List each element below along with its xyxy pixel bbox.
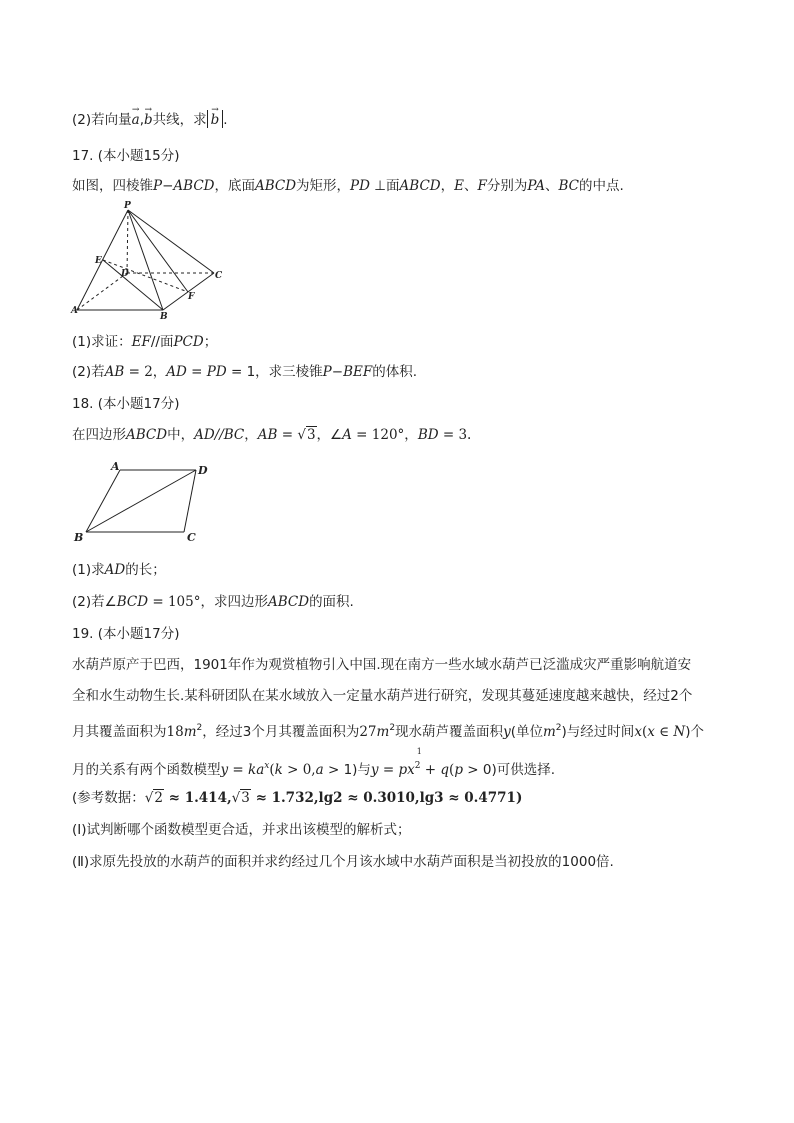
exponent: 2 [389,723,396,733]
math: q [440,762,450,778]
math: E [454,178,464,194]
label-C: C [187,531,196,544]
exponent: x [264,761,270,771]
text: (2)若 [72,364,105,380]
vector-a: → a [132,108,140,130]
edge-EF-hidden [103,260,188,292]
math: k [274,762,283,778]
radicand: 3 [306,427,316,443]
radicand: 2 [154,790,163,806]
text: . [223,112,228,128]
text: 、 [544,178,559,194]
text: ， [440,178,455,194]
label-C: C [215,271,223,281]
text: = [277,427,298,443]
label-F: F [188,292,195,302]
edge-CD [184,470,196,532]
label-B: B [74,531,84,544]
text: 月其覆盖面积为 [72,724,167,740]
math: px [398,762,415,778]
label-D: D [121,269,129,279]
math: AD//BC [194,427,245,443]
math: a [315,762,324,778]
sqrt-2: √2 [144,790,163,806]
label-A: A [71,306,78,316]
edge-PA [77,210,128,310]
text: 现水葫芦覆盖面积 [395,724,504,740]
text: (参考数据： [72,790,145,806]
q18-part1 [72,560,166,580]
numerator: 1 [416,747,422,756]
text: > 0, [282,762,316,778]
edge-PF [128,210,188,292]
text: (Ⅰ)试判断哪个函数模型更合适，并求出该模型的解析式； [72,822,411,838]
denominator: 2 [414,761,421,771]
text: = 105°，求四边形 [148,594,268,610]
math: BC [558,178,579,194]
math: ABCD [399,178,441,194]
math: PA [527,178,545,194]
text: 分别为 [486,178,528,194]
edge-BC [163,273,214,310]
text: + [420,762,441,778]
text: = 2， [124,364,167,380]
edge-AD-hidden [77,273,127,310]
math: y [220,762,229,778]
math: ABCD [126,427,168,443]
math: p [454,762,463,778]
label-B: B [160,312,168,322]
text: = 3. [438,427,472,443]
math: AB [104,364,125,380]
text: 的体积. [372,364,418,380]
text: 全和水生动物生长.某科研团队在某水域放入一定量水葫芦进行研究，发现其蔓延速度越来越快，经过2个 [72,688,693,704]
q17-intro [72,176,624,196]
text: 的长； [125,562,166,578]
text: //面 [150,334,174,350]
text: = [228,762,249,778]
sqrt-3: √3 [297,427,316,443]
math: PD [206,364,227,380]
text: ， [244,427,258,443]
text: ( [449,762,455,778]
text: 如图，四棱锥 [72,178,153,194]
q19-line3 [72,718,704,742]
text: ； [203,334,218,350]
q18-header [72,394,179,414]
math: N [673,724,686,740]
math: EF [131,334,151,350]
math: P−BEF [322,364,373,380]
text: = 120°， [351,427,418,443]
text: = [186,364,207,380]
text: ⊥面 [369,178,400,194]
text: 月的关系有两个函数模型 [72,762,221,778]
math: P−ABCD [153,178,215,194]
text: 的面积. [309,594,354,610]
text: 在四边形 [72,427,126,443]
text: (1)求 [72,562,105,578]
number: 18 [166,724,184,740]
math: BCD [116,594,149,610]
q19-line1 [72,655,691,675]
label-P: P [124,201,131,211]
text: ≈ 1.732,lg2 ≈ 0.3010,lg3 ≈ 0.4771) [250,790,523,806]
vector-b: → b [144,108,153,130]
edge-AB [86,470,120,532]
edge-PB [128,210,163,310]
label-E: E [95,256,102,266]
math: ABCD [254,178,297,194]
q19-header [72,624,179,644]
text: 为矩形， [296,178,351,194]
q17-header [72,146,179,166]
question-header: 17. (本小题15分) [72,148,180,164]
question-header: 18. (本小题17分) [72,396,180,412]
math: y [503,724,511,740]
radicand: 3 [241,790,250,806]
text: (单位 [510,724,543,740]
text: (1)求证： [72,334,132,350]
edge-PD-hidden [127,210,128,273]
math: AB [257,427,278,443]
q19-line5 [72,788,522,808]
text: ( [269,762,275,778]
edge-EB [103,260,163,310]
edge-PC [128,210,214,273]
text: 中， [167,427,195,443]
unit: m [183,724,197,740]
q19-line4 [72,747,556,780]
text: 水葫芦原产于巴西，1901年作为观赏植物引入中国.现在南方一些水域水葫芦已泛滥成灾严重影响航道安 [72,657,692,673]
text: ，∠ [316,427,343,443]
math: PCD [173,334,204,350]
text: (2)若向量 [72,112,132,128]
math: y [370,762,379,778]
number: 27 [359,724,377,740]
text: 的中点. [578,178,624,194]
text: ∈ [654,724,674,740]
q18-part2 [72,592,354,612]
text: > 0)可供选择. [462,762,556,778]
exponent-fraction [414,747,422,780]
sqrt-3: √3 [231,790,250,806]
q17-part1 [72,332,217,352]
math: F [477,178,487,194]
math: PD [350,178,370,194]
math: x [647,724,655,740]
text: (Ⅱ)求原先投放的水葫芦的面积并求约经过几个月该水域中水葫芦面积是当初投放的1000倍. [72,854,614,870]
diagonal-BD [86,470,196,532]
q19-line2 [72,686,692,706]
text: ≈ 1.414, [163,790,232,806]
unit: m [376,724,390,740]
math: x [634,724,642,740]
text: ，经过3个月其覆盖面积为 [202,724,360,740]
q17-part2 [72,362,417,382]
exponent: 2 [555,723,562,733]
text: = 1，求三棱锥 [226,364,323,380]
math: ka [248,762,265,778]
text: (2)若∠ [72,594,117,610]
math: AD [166,364,187,380]
math: BD [417,427,439,443]
label-A: A [111,460,120,473]
text: )个 [685,724,705,740]
text: 共线，求 [152,112,207,128]
exponent: 2 [196,723,203,733]
text: > 1)与 [323,762,371,778]
text: , [139,112,144,128]
text: = [378,762,399,778]
q19-part2 [72,852,614,872]
math: AD [104,562,126,578]
label-D: D [198,464,208,477]
q19-part1 [72,820,411,840]
math: ABCD [267,594,310,610]
text: ( [641,724,648,740]
abs-vector-b: → b [211,110,220,128]
unit: m [542,724,556,740]
question-header: 19. (本小题17分) [72,626,180,642]
q18-intro [72,425,471,445]
math: A [342,427,352,443]
text: ，底面 [214,178,255,194]
text: )与经过时间 [561,724,635,740]
q16-part2 [72,108,228,130]
text: 、 [463,178,478,194]
